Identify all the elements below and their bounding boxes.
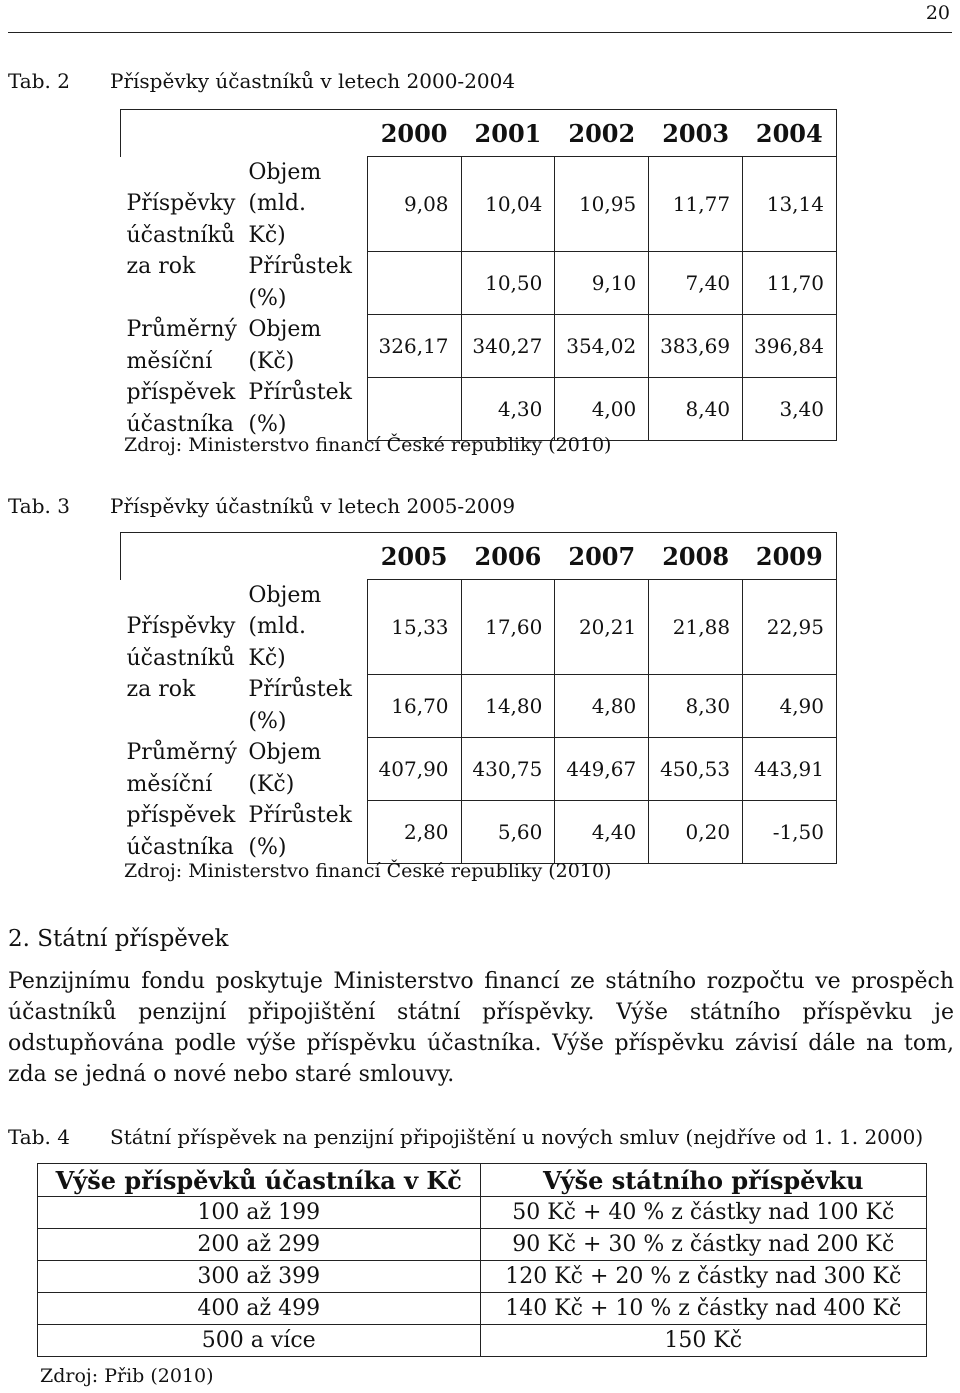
tab3-source: Zdroj: Ministerstvo financí České republiky (2010) [124,860,612,882]
tab3-cell: 2,80 [367,800,461,863]
section-heading: 2. Státní příspěvek [8,926,229,952]
tab2-table [120,109,837,441]
tab2-cell: 383,69 [649,314,743,377]
tab3-cell: 5,60 [461,800,555,863]
tab4-cell: 400 až 499 [38,1293,481,1325]
tab2-row-label: Přírůstek (%) [248,380,352,437]
tab3-row-label: Přírůstek (%) [248,803,352,860]
tab2-cell: 13,14 [743,157,837,252]
tab2-year: 2003 [649,110,743,157]
tab4-label: Tab. 4 [8,1125,70,1149]
tab2-year: 2000 [367,110,461,157]
tab2-cell: 4,00 [555,377,649,440]
tab2-cell: 9,10 [555,251,649,314]
tab2-row-label: Přírůstek (%) [248,254,352,311]
tab4-cell: 300 až 399 [38,1261,481,1293]
header-rule [8,32,952,33]
tab3-cell: 4,90 [743,674,837,737]
tab2-row-label: Objem (mld. Kč) [248,159,322,248]
tab3-cell: 21,88 [649,580,743,675]
tab3-row-label: Objem (mld. Kč) [248,582,322,671]
tab2-cell: 9,08 [367,157,461,252]
tab3-year: 2005 [367,533,461,580]
tab3-cell: 407,90 [367,737,461,800]
tab4-source: Zdroj: Přib (2010) [40,1365,214,1387]
tab3-group-annual: Příspěvky účastníků za rok [126,614,236,702]
tab3-cell: 14,80 [461,674,555,737]
tab3-cell: -1,50 [743,800,837,863]
tab3-cell: 4,80 [555,674,649,737]
tab3-cell: 15,33 [367,580,461,675]
tab3-cell: 22,95 [743,580,837,675]
tab3-cell: 443,91 [743,737,837,800]
tab3-cell: 449,67 [555,737,649,800]
tab2-cell [367,377,461,440]
tab2-label: Tab. 2 [8,69,70,93]
tab2-cell: 10,95 [555,157,649,252]
tab4-cell: 500 a více [38,1325,481,1357]
tab3-cell: 20,21 [555,580,649,675]
tab3-year: 2008 [649,533,743,580]
tab3-cell: 16,70 [367,674,461,737]
tab3-year: 2009 [743,533,837,580]
tab2-group-monthly: Průměrný měsíční příspěvek účastníka [126,317,237,437]
tab3-cell: 430,75 [461,737,555,800]
tab3-cell: 450,53 [649,737,743,800]
tab2-group-annual: Příspěvky účastníků za rok [126,191,236,279]
page-number: 20 [925,2,950,24]
tab2-cell: 11,77 [649,157,743,252]
tab3-cell: 8,30 [649,674,743,737]
tab3-title: Příspěvky účastníků v letech 2005-2009 [110,494,516,518]
tab2-year: 2002 [555,110,649,157]
tab4-title: Státní příspěvek na penzijní připojištění u nových smluv (nejdříve od 1. 1. 2000) [110,1125,924,1149]
tab2-cell: 3,40 [743,377,837,440]
tab3-year: 2006 [461,533,555,580]
tab3-table [120,532,837,864]
tab4-cell: 50 Kč + 40 % z částky nad 100 Kč [480,1197,927,1229]
tab4-table [37,1163,927,1357]
tab2-cell: 354,02 [555,314,649,377]
tab2-source: Zdroj: Ministerstvo financí České republiky (2010) [124,434,612,456]
tab3-cell: 17,60 [461,580,555,675]
tab4-cell: 100 až 199 [38,1197,481,1229]
tab2-cell: 7,40 [649,251,743,314]
tab2-row-label: Objem (Kč) [248,317,322,374]
tab2-cell [367,251,461,314]
tab2-cell: 11,70 [743,251,837,314]
tab3-year: 2007 [555,533,649,580]
tab2-year: 2004 [743,110,837,157]
tab2-cell: 8,40 [649,377,743,440]
tab2-cell: 396,84 [743,314,837,377]
tab2-year: 2001 [461,110,555,157]
tab2-title: Příspěvky účastníků v letech 2000-2004 [110,69,516,93]
tab2-cell: 10,04 [461,157,555,252]
tab4-cell: 120 Kč + 20 % z částky nad 300 Kč [480,1261,927,1293]
tab3-row-label: Objem (Kč) [248,740,322,797]
tab3-row-label: Přírůstek (%) [248,677,352,734]
tab3-cell: 0,20 [649,800,743,863]
tab4-cell: 150 Kč [480,1325,927,1357]
tab4-cell: 140 Kč + 10 % z částky nad 400 Kč [480,1293,927,1325]
tab2-cell: 326,17 [367,314,461,377]
tab4-cell: 200 až 299 [38,1229,481,1261]
tab4-header: Výše státního příspěvku [480,1164,927,1197]
tab3-cell: 4,40 [555,800,649,863]
tab2-cell: 340,27 [461,314,555,377]
section-paragraph: Penzijnímu fondu poskytuje Ministerstvo financí ze státního rozpočtu ve prospěch účastníků penzijní připojištění státní příspěvky. Výše státního příspěvku je odstupňována podle výše příspěvku účastníka. Výše příspěvku závisí dále na tom, zda se jedná o nové nebo staré smlouvy. [8,969,954,1087]
tab4-header: Výše příspěvků účastníka v Kč [38,1164,481,1197]
tab2-cell: 10,50 [461,251,555,314]
tab3-label: Tab. 3 [8,494,70,518]
tab3-group-monthly: Průměrný měsíční příspěvek účastníka [126,740,237,860]
tab2-cell: 4,30 [461,377,555,440]
tab4-cell: 90 Kč + 30 % z částky nad 200 Kč [480,1229,927,1261]
